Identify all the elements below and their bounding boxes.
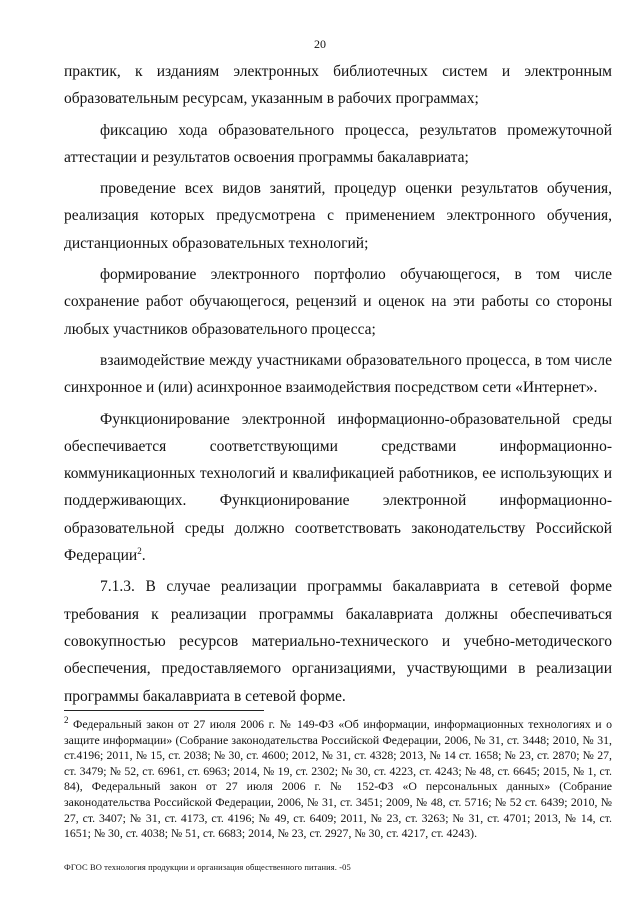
paragraph-7: 7.1.3. В случае реализации программы бакалавриата в сетевой форме требования к реализации программы бакалавриата должны обеспечиваться совокупностью ресурсов материально-технического и учебно-методического обеспечения, предоставляемого организациями, участвующими в реализации программы бакалавриата в сетевой форме.: [64, 578, 612, 705]
footnote: [64, 717, 612, 842]
paragraph-6-tail: .: [141, 547, 146, 565]
page-footer: ФГОС ВО технология продукции и организация общественного питания. -05: [64, 862, 351, 872]
paragraph-6: [64, 406, 612, 570]
footnote-divider: [64, 710, 264, 711]
paragraph-4: формирование электронного портфолио обучающегося, в том числе сохранение работ обучающегося, рецензий и оценок на эти работы со стороны любых участников образовательного процесса;: [64, 266, 612, 338]
paragraph-3: проведение всех видов занятий, процедур оценки результатов обучения, реализация которых предусмотрена с применением электронного обучения, дистанционных образовательных технологий;: [64, 180, 612, 252]
body-text: [64, 58, 612, 710]
paragraph-6-text: Функционирование электронной информационно-образовательной среды обеспечивается соответствующими средствами информационно-коммуникационных технологий и квалификацией работников, ее использующих и поддерживающих. Функционирование электронной информационно-образовательной среды должно соответствовать законодательству Российской Федерации: [64, 410, 612, 565]
page-number: 20: [314, 37, 326, 51]
footnote-reference[interactable]: 2: [137, 545, 142, 556]
footnote-marker: 2: [64, 715, 69, 726]
paragraph-5: взаимодействие между участниками образовательного процесса, в том числе синхронное и (или) асинхронное взаимодействия посредством сети «Интернет».: [64, 351, 612, 397]
footnote-text: Федеральный закон от 27 июля 2006 г. № 149-ФЗ «Об информации, информационных технологиях и о защите информации» (Собрание законодательства Российской Федерации, 2006, № 31, ст. 3448; 2010, № 31, ст.4196; 2011, № 15, ст. 2038; № 30, ст. 4600; 2012, № 31, ст. 4328; 2013, № 14 ст. 1658; № 23, ст. 2870; № 27, ст. 3479; № 52, ст. 6961, ст. 6963; 2014, № 19, ст. 2302; № 30, ст. 4223, ст. 4243; № 48, ст. 6645; 2015, № 1, ст. 84), Федеральный закон от 27 июля 2006 г. № 152-ФЗ «О персональных данных» (Собрание законодательства Российской Федерации, 2006, № 31, ст. 3451; 2009, № 48, ст. 5716; № 52 ст. 6439; 2010, № 27, ст. 3407; № 31, ст. 4173, ст. 4196; № 49, ст. 6409; 2011, № 23, ст. 3263; № 31, ст. 4701; 2013, № 14, ст. 1651; № 30, ст. 4038; № 51, ст. 6683; 2014, № 23, ст. 2927, № 30, ст. 4217, ст. 4243).: [64, 717, 612, 841]
paragraph-2: фиксацию хода образовательного процесса, результатов промежуточной аттестации и результатов освоения программы бакалавриата;: [64, 121, 612, 166]
paragraph-1: практик, к изданиям электронных библиотечных систем и электронным образовательным ресурсам, указанным в рабочих программах;: [64, 63, 612, 108]
